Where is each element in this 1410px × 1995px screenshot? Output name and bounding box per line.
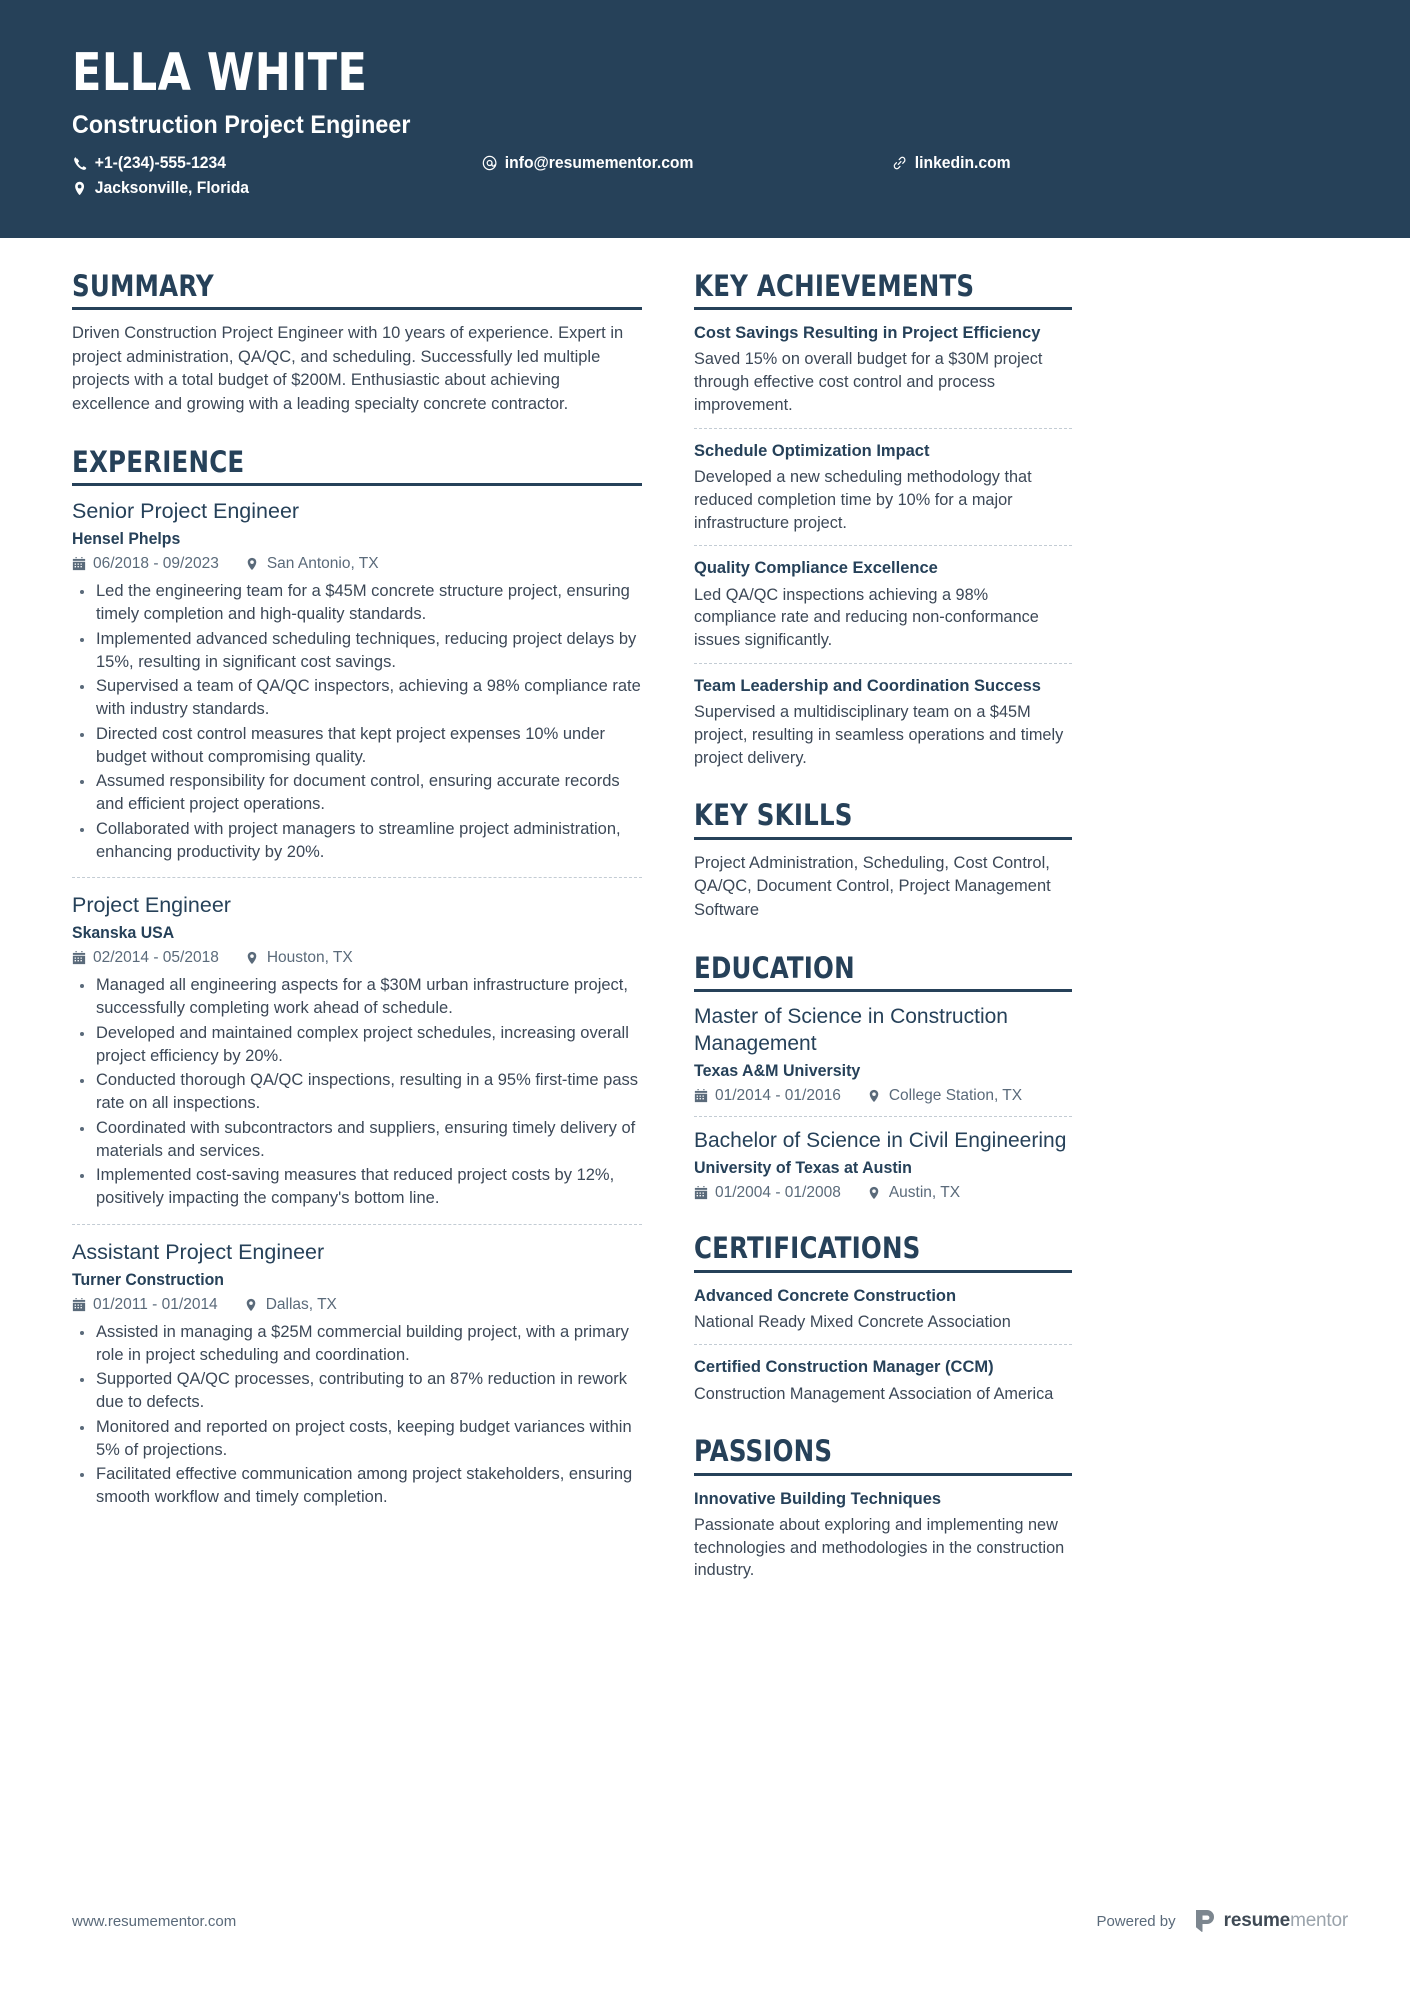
responsibility-item: Developed and maintained complex project schedules, increasing overall project efficiency by 20%. xyxy=(72,1022,642,1068)
entry-dates xyxy=(72,1296,218,1314)
item-description: Saved 15% on overall budget for a $30M project through effective cost control and process improvement. xyxy=(694,350,1043,415)
summary-text: Driven Construction Project Engineer with 10 years of experience. Expert in project administration, QA/QC, and scheduling. Successfully led multiple projects with a total budget of $200M. Enthusiastic about achieving excellence and growing with a leading specialty concrete contractor. xyxy=(72,324,624,413)
item-divider xyxy=(694,545,1072,546)
left-column xyxy=(72,238,642,1515)
map-pin-icon xyxy=(246,951,260,965)
map-pin-icon xyxy=(246,557,260,571)
right-column xyxy=(694,238,1072,1588)
entry-dates-text: 01/2011 - 01/2014 xyxy=(93,1295,218,1313)
item-description: Supervised a multidisciplinary team on a $45M project, resulting in seamless operations and timely project delivery. xyxy=(694,703,1064,767)
job-role: Project Engineer xyxy=(72,893,231,918)
responsibility-item: Collaborated with project managers to streamline project administration, enhancing productivity by 20%. xyxy=(72,818,642,864)
map-pin-icon xyxy=(245,1298,259,1312)
entry-location-text: Dallas, TX xyxy=(265,1295,337,1313)
responsibility-item: Led the engineering team for a $45M concrete structure project, ensuring timely completion and high-quality standards. xyxy=(72,580,642,626)
company-name: Turner Construction xyxy=(72,1270,224,1289)
linkedin-text: linkedin.com xyxy=(914,153,1011,172)
education-entry xyxy=(694,1004,1072,1105)
passion-item xyxy=(694,1488,1072,1583)
key-skills-heading: KEY SKILLS xyxy=(694,798,853,833)
section-passions xyxy=(694,1435,1072,1582)
footer-website[interactable]: www.resumementor.com xyxy=(72,1912,237,1930)
key-achievements-rule xyxy=(694,307,1072,310)
contact-linkedin[interactable] xyxy=(892,154,1384,173)
responsibility-list xyxy=(72,974,642,1210)
achievements-list xyxy=(694,322,1072,769)
logo-light-part: mentor xyxy=(1290,1910,1348,1931)
summary-heading: SUMMARY xyxy=(72,269,214,303)
experience-entry xyxy=(72,877,642,1210)
responsibility-item: Directed cost control measures that kept project expenses 10% under budget without compromising quality. xyxy=(72,723,642,769)
entry-dates-text: 06/2018 - 09/2023 xyxy=(93,555,219,573)
logo-wordmark xyxy=(1224,1910,1348,1932)
education-heading: EDUCATION xyxy=(694,951,855,986)
degree-name: Master of Science in Construction Management xyxy=(694,1005,1008,1055)
responsibility-item: Supervised a team of QA/QC inspectors, achieving a 98% compliance rate with industry standards. xyxy=(72,675,642,721)
contact-phone[interactable] xyxy=(72,154,462,173)
responsibility-item: Assisted in managing a $25M commercial building project, with a primary role in project scheduling and coordination. xyxy=(72,1321,642,1367)
certification-item xyxy=(694,1285,1072,1334)
company-name: Skanska USA xyxy=(72,924,175,943)
item-title: Innovative Building Techniques xyxy=(694,1488,942,1508)
entry-dates-text: 02/2014 - 05/2018 xyxy=(93,949,219,967)
section-education xyxy=(694,952,1072,1202)
responsibility-item: Managed all engineering aspects for a $30M urban infrastructure project, successfully completing work ahead of schedule. xyxy=(72,974,642,1020)
passions-rule xyxy=(694,1473,1072,1476)
certifications-list xyxy=(694,1285,1072,1406)
entry-dates xyxy=(694,1087,841,1105)
section-summary xyxy=(72,270,642,416)
logo-bold-part: resume xyxy=(1223,1910,1291,1931)
responsibility-item: Assumed responsibility for document control, ensuring accurate records and efficient project operations. xyxy=(72,770,642,816)
spacer xyxy=(72,422,642,446)
passions-heading: PASSIONS xyxy=(694,1434,833,1469)
entry-dates xyxy=(694,1184,841,1202)
map-pin-icon xyxy=(868,1186,882,1200)
responsibility-item: Supported QA/QC processes, contributing to an 87% reduction in rework due to defects. xyxy=(72,1368,642,1414)
link-icon xyxy=(892,155,907,171)
achievement-item xyxy=(694,440,1072,535)
certifications-heading: CERTIFICATIONS xyxy=(694,1231,921,1266)
item-title: Certified Construction Manager (CCM) xyxy=(694,1357,994,1377)
entry-dates-text: 01/2004 - 01/2008 xyxy=(715,1184,841,1202)
spacer xyxy=(694,1208,1072,1232)
experience-list xyxy=(72,498,642,1509)
entry-location-text: San Antonio, TX xyxy=(266,555,379,573)
experience-entry xyxy=(72,498,642,863)
experience-heading: EXPERIENCE xyxy=(72,445,245,480)
item-title: Advanced Concrete Construction xyxy=(694,1285,957,1305)
responsibility-item: Implemented cost-saving measures that reduced project costs by 12%, positively impacting the company's bottom line. xyxy=(72,1164,642,1210)
contact-email[interactable] xyxy=(482,154,872,173)
item-title: Schedule Optimization Impact xyxy=(694,440,930,460)
location-text: Jacksonville, Florida xyxy=(94,178,250,197)
section-certifications xyxy=(694,1232,1072,1405)
responsibility-list xyxy=(72,580,642,863)
map-pin-icon xyxy=(72,180,87,196)
entry-meta xyxy=(72,1296,642,1314)
item-description: Passionate about exploring and implementing new technologies and methodologies in the construction industry. xyxy=(694,1515,1065,1580)
calendar-icon xyxy=(72,951,86,965)
resumementor-logo xyxy=(1194,1909,1348,1933)
entry-dates-text: 01/2014 - 01/2016 xyxy=(715,1086,841,1104)
entry-location xyxy=(246,949,353,967)
calendar-icon xyxy=(72,557,86,571)
item-divider xyxy=(694,1344,1072,1345)
passions-list xyxy=(694,1488,1072,1583)
key-skills-text: Project Administration, Scheduling, Cost Control, QA/QC, Document Control, Project Management Software xyxy=(694,853,1051,919)
map-pin-icon xyxy=(868,1089,882,1103)
spacer xyxy=(694,775,1072,799)
calendar-icon xyxy=(694,1089,708,1103)
entry-location-text: Austin, TX xyxy=(888,1184,961,1202)
responsibility-list xyxy=(72,1321,642,1509)
experience-entry xyxy=(72,1224,642,1509)
item-title: Team Leadership and Coordination Success xyxy=(694,675,1041,695)
achievement-item xyxy=(694,557,1072,652)
entry-meta xyxy=(72,949,642,967)
achievement-item xyxy=(694,675,1072,770)
entry-dates xyxy=(72,555,219,573)
responsibility-item: Implemented advanced scheduling techniques, reducing project delays by 15%, resulting in significant cost savings. xyxy=(72,628,642,674)
contact-location xyxy=(72,179,462,198)
calendar-icon xyxy=(72,1298,86,1312)
key-skills-rule xyxy=(694,837,1072,840)
calendar-icon xyxy=(694,1186,708,1200)
powered-by-label: Powered by xyxy=(1096,1912,1176,1930)
entry-location-text: Houston, TX xyxy=(266,949,353,967)
phone-text: +1-(234)-555-1234 xyxy=(94,153,226,172)
entry-dates xyxy=(72,949,219,967)
page-footer xyxy=(72,1909,1348,1933)
candidate-job-title: Construction Project Engineer xyxy=(72,110,411,139)
entry-location xyxy=(868,1087,1022,1105)
item-title: Cost Savings Resulting in Project Efficiency xyxy=(694,323,1041,343)
item-divider xyxy=(694,428,1072,429)
item-description: Developed a new scheduling methodology that reduced completion time by 10% for a major infrastructure project. xyxy=(694,467,1032,532)
footer-branding xyxy=(1096,1909,1348,1933)
item-title: Quality Compliance Excellence xyxy=(694,558,938,578)
school-name: University of Texas at Austin xyxy=(694,1159,912,1178)
education-rule xyxy=(694,989,1072,992)
item-description: National Ready Mixed Concrete Association xyxy=(694,1312,1011,1331)
item-description: Construction Management Association of America xyxy=(694,1384,1054,1403)
spacer xyxy=(694,928,1072,952)
job-role: Assistant Project Engineer xyxy=(72,1239,325,1264)
entry-location xyxy=(245,1296,337,1314)
spacer xyxy=(694,1411,1072,1435)
candidate-name: ELLA WHITE xyxy=(72,43,368,103)
education-entry xyxy=(694,1128,1072,1202)
entry-location xyxy=(246,555,379,573)
key-achievements-heading: KEY ACHIEVEMENTS xyxy=(694,269,975,303)
responsibility-item: Coordinated with subcontractors and suppliers, ensuring timely delivery of materials and services. xyxy=(72,1117,642,1163)
contact-info xyxy=(72,154,1410,198)
summary-rule xyxy=(72,307,642,310)
school-name: Texas A&M University xyxy=(694,1061,861,1080)
item-description: Led QA/QC inspections achieving a 98% compliance rate and reducing non-conformance issues significantly. xyxy=(694,585,1039,650)
email-icon xyxy=(482,155,497,171)
entry-location xyxy=(868,1184,960,1202)
certification-item xyxy=(694,1356,1072,1405)
degree-name: Bachelor of Science in Civil Engineering xyxy=(694,1128,1067,1152)
item-divider xyxy=(694,1116,1072,1117)
education-list xyxy=(694,1004,1072,1202)
achievement-item xyxy=(694,322,1072,417)
resume-body xyxy=(0,238,1410,1588)
experience-rule xyxy=(72,483,642,486)
phone-icon xyxy=(72,155,87,171)
section-experience xyxy=(72,446,642,1509)
responsibility-item: Conducted thorough QA/QC inspections, resulting in a 95% first-time pass rate on all inspections. xyxy=(72,1069,642,1115)
entry-meta xyxy=(694,1087,1072,1105)
job-role: Senior Project Engineer xyxy=(72,499,300,524)
entry-divider xyxy=(72,877,642,878)
resume-header xyxy=(0,0,1410,238)
company-name: Hensel Phelps xyxy=(72,530,181,549)
email-text: info@resumementor.com xyxy=(504,153,694,172)
entry-meta xyxy=(72,555,642,573)
section-key-skills xyxy=(694,799,1072,922)
entry-meta xyxy=(694,1184,1072,1202)
entry-location-text: College Station, TX xyxy=(888,1086,1023,1104)
item-divider xyxy=(694,663,1072,664)
section-key-achievements xyxy=(694,270,1072,769)
responsibility-item: Monitored and reported on project costs, keeping budget variances within 5% of projections. xyxy=(72,1416,642,1462)
certifications-rule xyxy=(694,1270,1072,1273)
entry-divider xyxy=(72,1224,642,1225)
responsibility-item: Facilitated effective communication among project stakeholders, ensuring smooth workflow and timely completion. xyxy=(72,1463,642,1509)
bookmark-icon xyxy=(1194,1909,1216,1933)
